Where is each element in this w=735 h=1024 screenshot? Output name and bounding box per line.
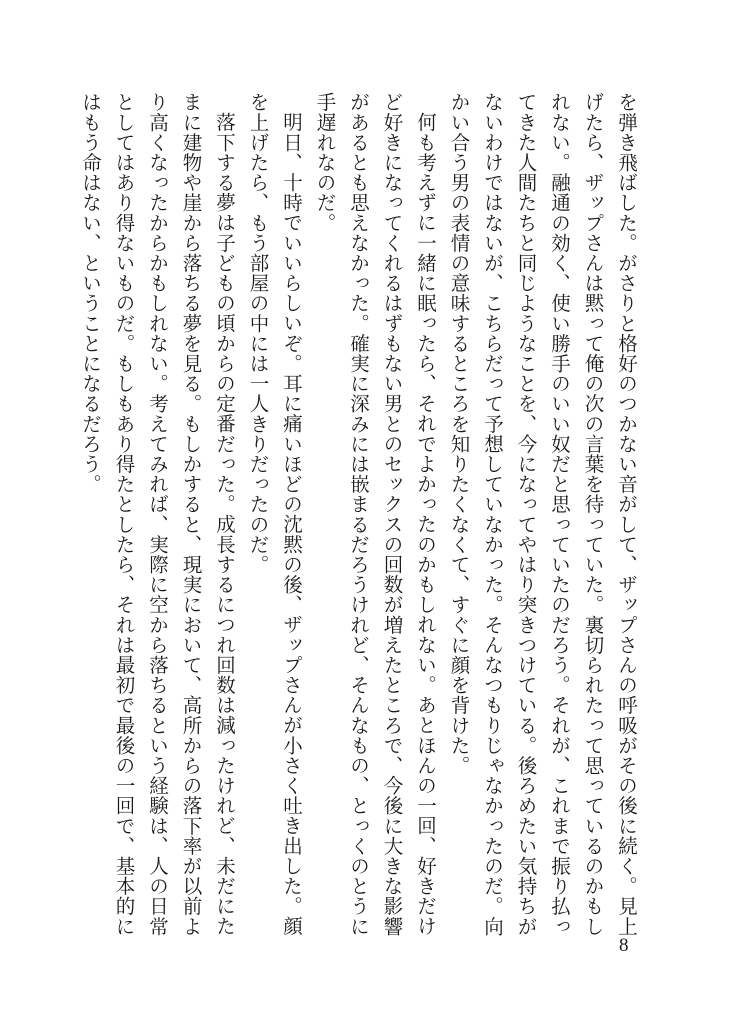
- paragraph: を弾き飛ばした。がさりと格好のつかない音がして、ザップさんの呼吸がその後に続く。見上げたら、ザップさんは黙って俺の次の言葉を待っていた。裏切られたって思っているのかもしれない。融通の効く、使い勝手のいい奴だと思っていたのだろう。それが、これまで振り払ってきた人間たちと同じようなことを、今になってやはり突きつけている。後ろめたい気持ちがないわけではないが、こちらだって予想していなかった。そんなつもりじゃなかったのだ。向かい合う男の表情の意味するところを知りたくなくて、すぐに顔を背けた。: [447, 92, 638, 937]
- vertical-text-body: [74, 92, 644, 942]
- page-number: 8: [619, 935, 629, 956]
- paragraph: 何も考えずに一緒に眠ったら、それでよかったのかもしれない。あとほんの一回、好きだけど好きになってくれるはずもない男とのセックスの回数が増えたところで、今後に大きな影響があるとも思えなかった。確実に深みには嵌まるだろうけれど、そんなもの、とっくのとうに手遅れなのだ。: [313, 92, 437, 937]
- paragraph: 明日、十時でいいらしいぞ。耳に痛いほどの沈黙の後、ザップさんが小さく吐き出した。顔を上げたら、もう部屋の中には一人きりだったのだ。: [246, 92, 303, 936]
- paragraph: 落下する夢は子どもの頃からの定番だった。成長するにつれ回数は減ったけれど、未だにたまに建物や崖から落ちる夢を見る。もしかすると、現実において、高所からの落下率が以前より高くなったからかもしれない。考えてみれば、実際に空から落ちるという経験は、人の日常としてはあり得ないものだ。もしもあり得たとしたら、それは最初で最後の一回で、基本的にはもう命はない、ということになるだろう。: [79, 92, 236, 937]
